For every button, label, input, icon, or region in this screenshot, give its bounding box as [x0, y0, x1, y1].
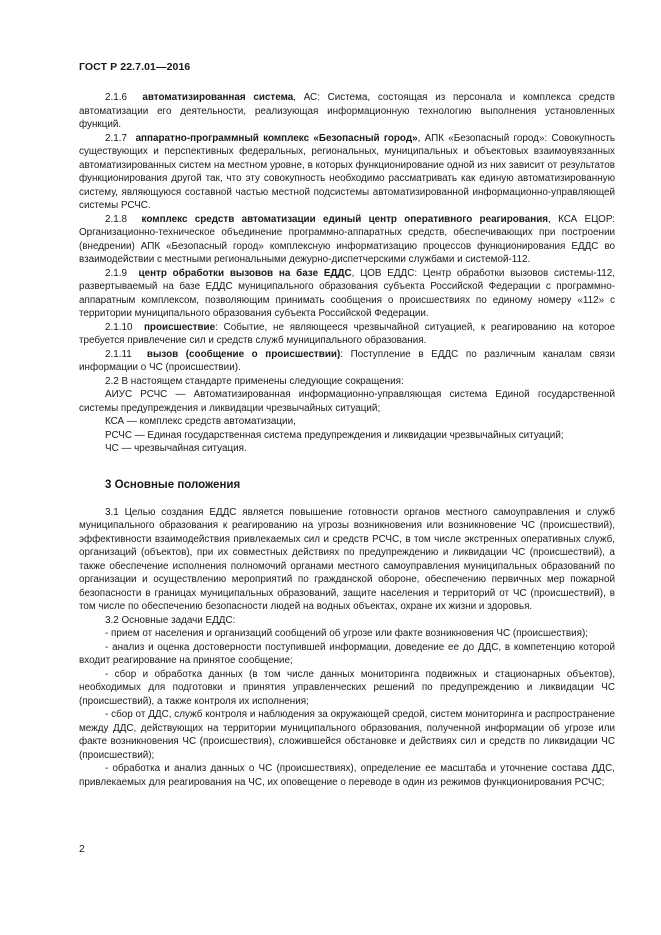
abbreviation-item: АИУС РСЧС — Автоматизированная информационно-управляющая система Единой государственной системы предупреждения и ликвидации чрезвычайных ситуаций;	[79, 389, 615, 414]
term-title: аппаратно-программный комплекс «Безопасный город»	[135, 132, 418, 144]
document-body	[79, 91, 615, 789]
term-title: вызов (сообщение о происшествии)	[146, 348, 341, 360]
term-title: автоматизированная система	[142, 92, 294, 103]
abbreviation-item: РСЧС — Единая государственная система предупреждения и ликвидации чрезвычайных ситуаций;	[105, 429, 564, 441]
abbreviation-item: ЧС — чрезвычайная ситуация.	[105, 443, 247, 454]
term-definition: 2.1.8 комплекс средств автоматизации единый центр оперативного реагирования, КСА ЕЦОР: Организационно-техническое объединение программно-аппаратных средств, обеспечивающих при построении (внедрении) АПК «Безопасный город» комплексную информатизацию процессов функционирования ЕДДС во взаимодействии с местными региональными дежурно-диспетчерскими службами и системой-112.	[79, 213, 615, 265]
term-definition: 2.1.6 автоматизированная система, АС: Система, состоящая из персонала и комплекса средств автоматизации его деятельности, реализующая информационную технологию выполнения установленных функций.	[79, 92, 615, 130]
task-item: - прием от населения и организаций сообщений об угрозе или факте возникновения ЧС (происшествия);	[105, 628, 588, 639]
task-item: - анализ и оценка достоверности поступившей информации, доведение ее до ДДС, в компетенцию которой входит реагирование на принятое сообщение;	[79, 641, 615, 666]
term-definition: 2.1.10 происшествие: Событие, не являющееся чрезвычайной ситуацией, к реагированию на которое требуется привлечение сил и средств служб муниципального образования.	[79, 321, 615, 346]
term-title: комплекс средств автоматизации единый центр оперативного реагирования	[141, 213, 549, 225]
abbreviations-intro: 2.2 В настоящем стандарте применены следующие сокращения:	[105, 375, 404, 387]
term-definition: 2.1.11 вызов (сообщение о происшествии): Поступление в ЕДДС по различным каналам связи информации о ЧС (происшествии).	[79, 348, 615, 373]
section-paragraph: 3.2 Основные задачи ЕДДС:	[105, 614, 236, 626]
term-title: происшествие	[143, 321, 216, 333]
term-definition: 2.1.9 центр обработки вызовов на базе ЕДДС, ЦОВ ЕДДС: Центр обработки вызовов системы-112, развертываемый на базе ЕДДС муниципального образования субъекта Российской Федерации с программно-аппаратным комплексом, позволяющим принимать сообщения о происшествиях по единому номеру «112» с территории муниципального образования субъекта Российской Федерации.	[79, 267, 615, 319]
term-definition: 2.1.7 аппаратно-программный комплекс «Безопасный город», АПК «Безопасный город»: Совокупность существующих и перспективных федеральных, региональных, муниципальных и объектовых взаимоувязанных автоматизированных систем на местном уровне, в которых функционирование одной из них зависит от результатов функционирования другой так, что эту совокупность необходимо рассматривать как единую автоматизированную систему, являющуюся составной частью местной подсистемы автоматизированной информационно-управляющей системы РСЧС.	[79, 132, 615, 211]
task-item: - сбор и обработка данных (в том числе данных мониторинга подвижных и стационарных объектов), необходимых для подготовки и принятия управленческих решений по предупреждению и ликвидации ЧС (происшествий), а также контроля их исполнения;	[79, 668, 615, 707]
task-item: - обработка и анализ данных о ЧС (происшествиях), определение ее масштаба и уточнение состава ДДС, привлекаемых для реагирования на ЧС, их оповещение о переводе в один из режимов функционирования РСЧС;	[79, 763, 615, 788]
task-item: - сбор от ДДС, служб контроля и наблюдения за окружающей средой, систем мониторинга и распространение между ДДС, действующих на территории муниципального образования, полученной информации об угрозе или факте возникновения ЧС (происшествия), сложившейся обстановке и действиях сил и средств по ликвидации ЧС (происшествий);	[79, 709, 615, 761]
section-heading: 3 Основные положения	[105, 478, 241, 491]
page-number: 2	[79, 843, 85, 855]
abbreviation-item: КСА — комплекс средств автоматизации,	[105, 416, 296, 427]
section-paragraph: 3.1 Целью создания ЕДДС является повышение готовности органов местного самоуправления и служб муниципального образования к реагированию на угрозы возникновения или возникновение ЧС (происшествий), эффективности взаимодействия привлекаемых сил и средств РСЧС, в том числе экстренных оперативных служб, организаций (объектов), при их совместных действиях по предупреждению и ликвидации ЧС (происшествий), а также обеспечение исполнения полномочий органами местного самоуправления муниципальных образований по организации и осуществлению мероприятий по гражданской обороне, обеспечению первичных мер пожарной безопасности в границах муниципальных образований, защите населения и территорий от ЧС (происшествий), в том числе по обеспечению безопасности людей на водных объектах, охране их жизни и здоровья.	[79, 506, 615, 612]
term-title: центр обработки вызовов на базе ЕДДС	[138, 267, 352, 279]
document-header: ГОСТ Р 22.7.01—2016	[79, 61, 191, 73]
